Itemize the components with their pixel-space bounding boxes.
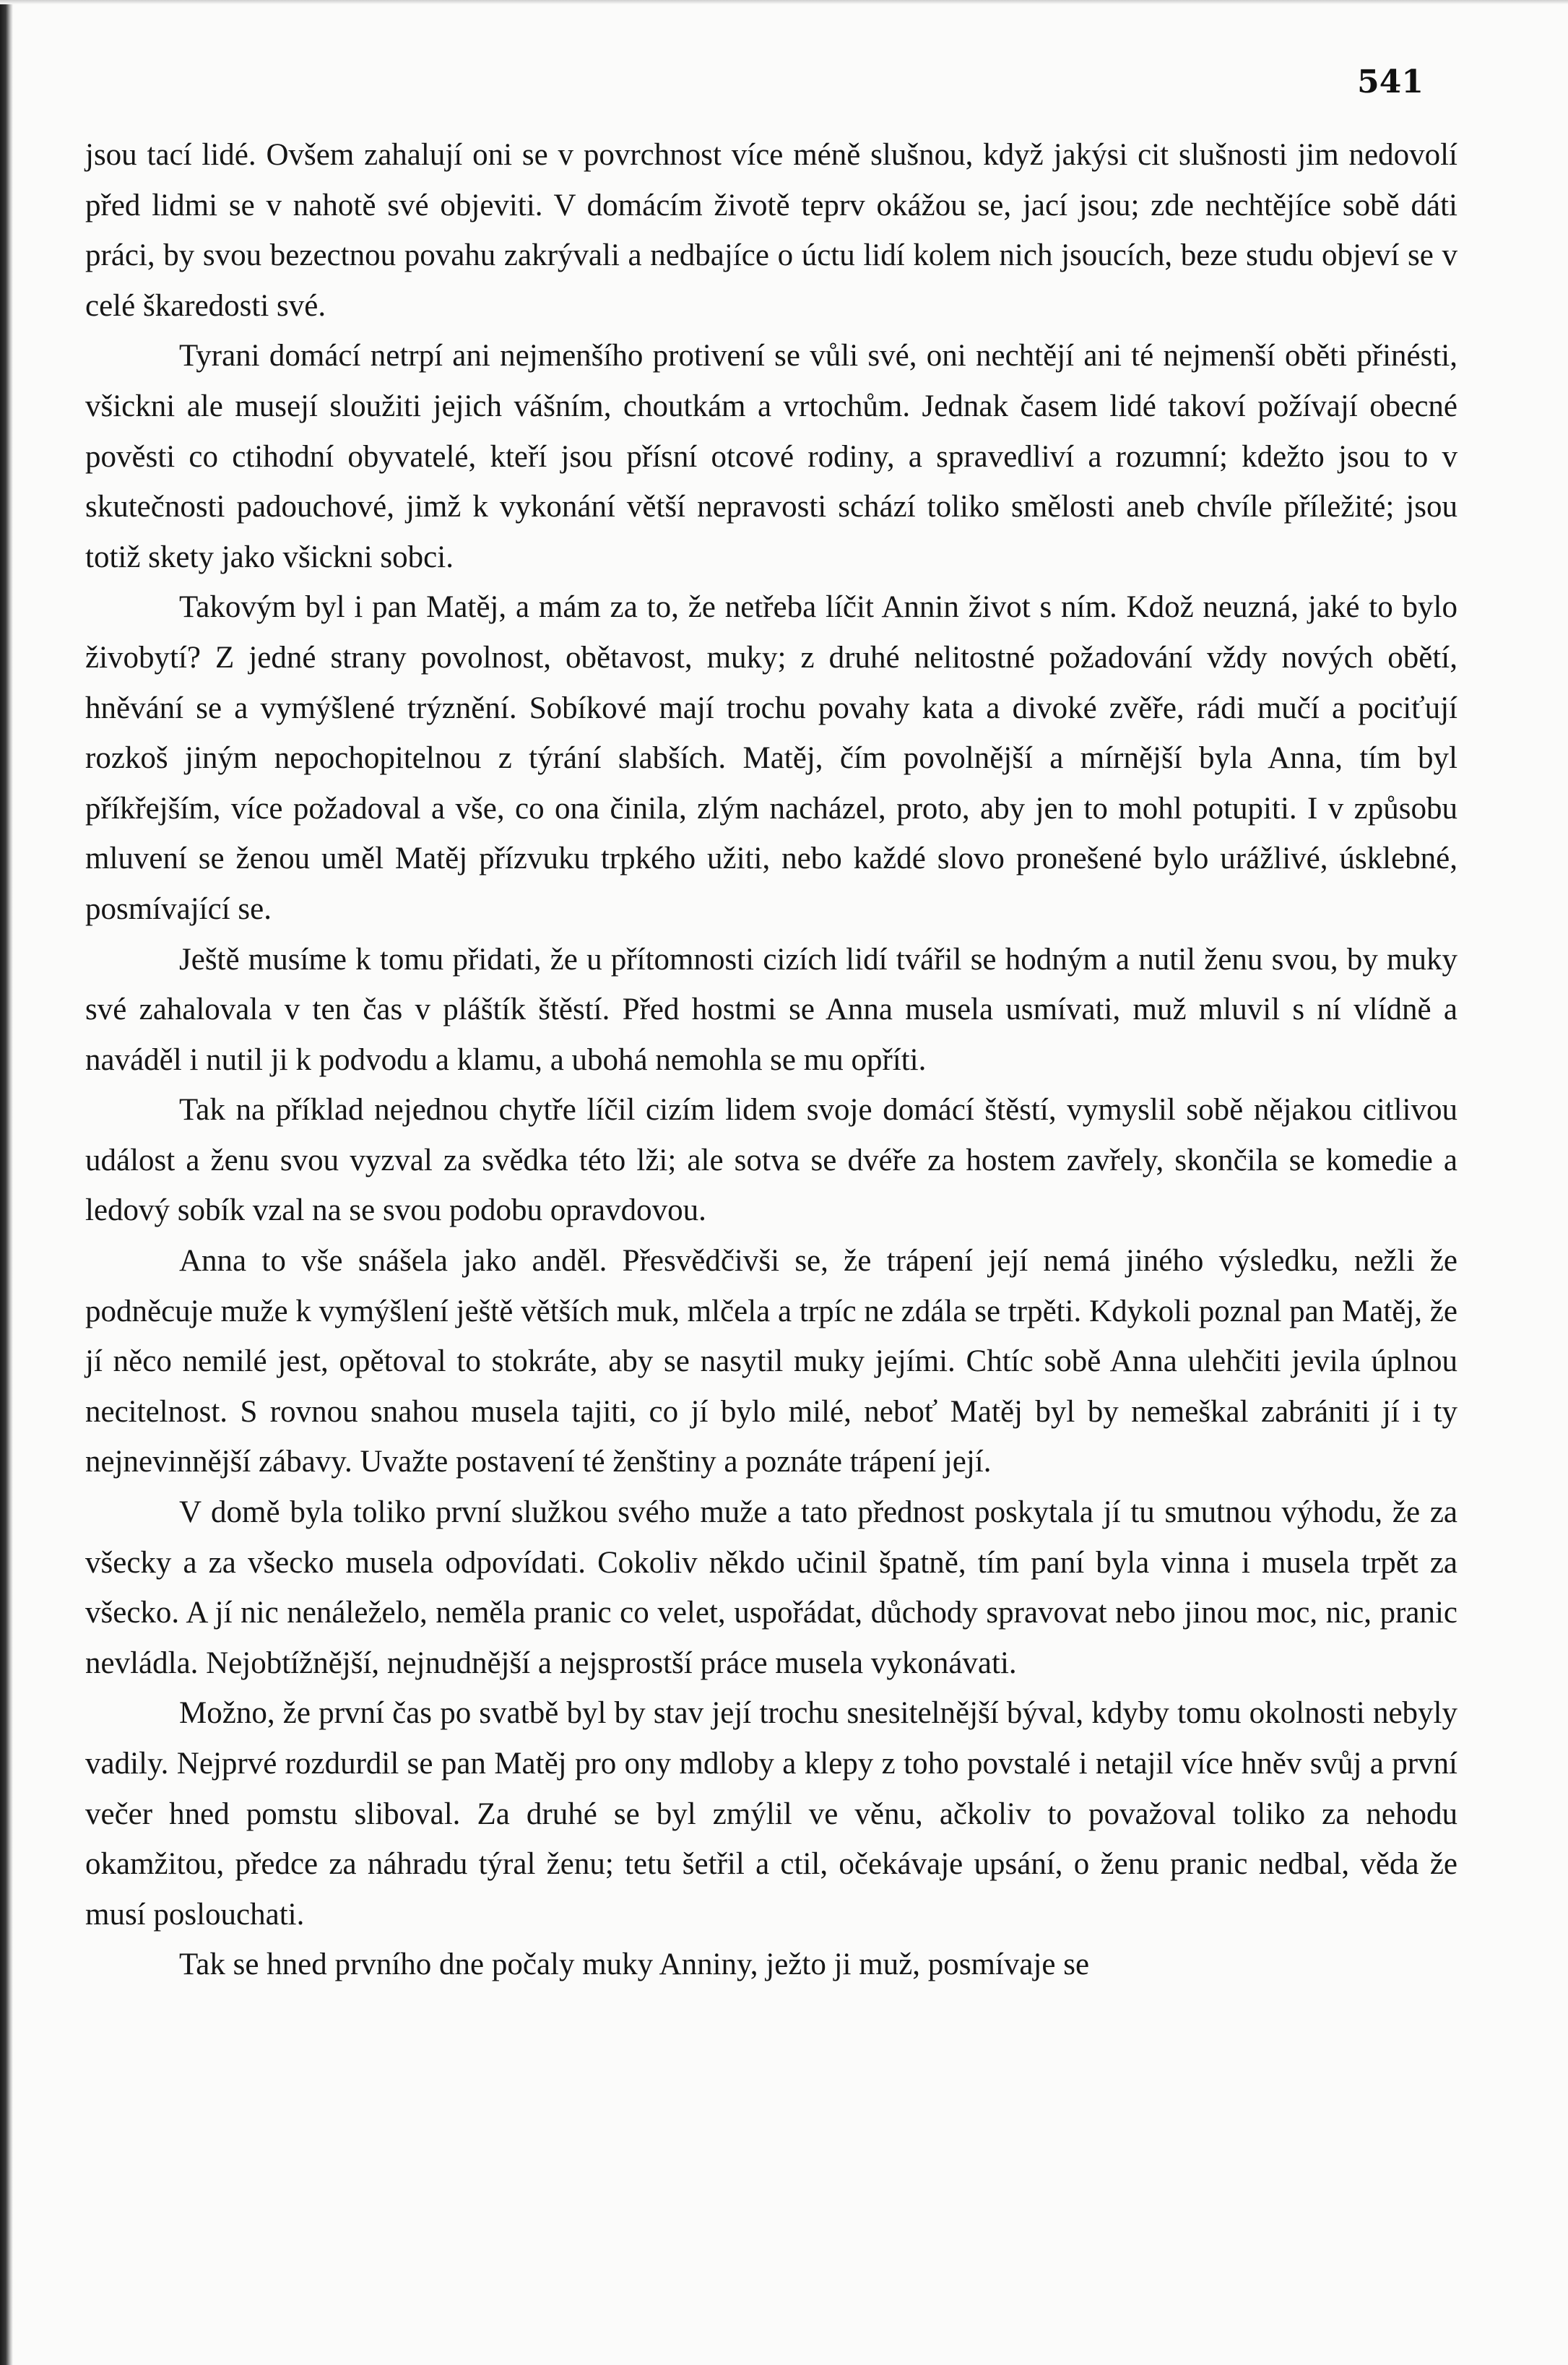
page-number: 541 [1357,64,1424,100]
paragraph-8: Možno, že první čas po svatbě byl by stav její trochu snesitelnější býval, kdyby tomu okolnosti nebyly vadily. Nejprvé rozdurdil se pan Matěj pro ony mdloby a klepy z toho povstalé i netajil více hněv svůj a první večer hned pomstu sliboval. Za druhé se byl zmýlil ve věnu, ačkoliv to považoval toliko za nehodu okamžitou, předce za náhradu týral ženu; tetu šetřil a ctil, očekávaje upsání, o ženu pranic nedbal, věda že musí poslouchati. [85,1696,1457,1932]
body-text [85,130,1457,1990]
paragraph-9: Tak se hned prvního dne počaly muky Anniny, ježto ji muž, posmívaje se [179,1947,1090,1982]
page-left-edge-shadow [0,0,13,2365]
paragraph-3: Takovým byl i pan Matěj, a mám za to, že netřeba líčit Annin život s ním. Kdož neuzná, jaké to bylo živobytí? Z jedné strany povolnost, obětavost, muky; z druhé nelitostné požadování vždy nových obětí, hněvání se a vymýšlené trýznění. Sobíkové mají trochu povahy kata a divoké zvěře, rádi mučí a pociťují rozkoš jiným nepochopitelnou z týrání slabších. Matěj, čím povolnější a mírnější byla Anna, tím byl příkřejším, více požadoval a vše, co ona činila, zlým nacházel, proto, aby jen to mohl potupiti. I v způsobu mluvení se ženou uměl Matěj přízvuku trpkého užiti, nebo každé slovo pronešené bylo urážlivé, úsklebné, posmívající se. [85,590,1457,926]
paragraph-7: V domě byla toliko první služkou svého muže a tato přednost poskytala jí tu smutnou výhodu, že za všecky a za všecko musela odpovídati. Cokoliv někdo učinil špatně, tím paní byla vinna i musela trpět za všecko. A jí nic nenáleželo, neměla pranic co velet, uspořádat, důchody spravovat nebo jinou moc, nic, pranic nevládla. Nejobtížnější, nejnudnější a nejsprostší práce musela vykonávati. [85,1495,1457,1680]
paragraph-2: Tyrani domácí netrpí ani nejmenšího protivení se vůli své, oni nechtějí ani té nejmenší oběti přinésti, všickni ale musejí sloužiti jejich vášním, choutkám a vrtochům. Jednak časem lidé takoví požívají obecné pověsti co ctihodní obyvatelé, kteří jsou přísní otcové rodiny, a spravedliví a rozumní; kdežto jsou to v skutečnosti padouchové, jimž k vykonání větší nepravosti schází toliko smělosti aneb chvíle příležité; jsou totiž skety jako všickni sobci. [85,339,1457,574]
paragraph-6: Anna to vše snášela jako anděl. Přesvědčivši se, že trápení její nemá jiného výsledku, nežli že podněcuje muže k vymýšlení ještě větších muk, mlčela a trpíc ne zdála se trpěti. Kdykoli poznal pan Matěj, že jí něco nemilé jest, opětoval to stokráte, aby se nasytil muky jejími. Chtíc sobě Anna ulehčiti jevila úplnou necitelnost. S rovnou snahou musela tajiti, co jí bylo milé, neboť Matěj byl by nemeškal zabrániti jí i ty nejnevinnější zábavy. Uvažte postavení té ženštiny a poznáte trápení její. [85,1244,1457,1479]
paragraph-4: Ještě musíme k tomu přidati, že u přítomnosti cizích lidí tvářil se hodným a nutil ženu svou, by muky své zahalovala v ten čas v pláštík štěstí. Před hostmi se Anna musela usmívati, muž mluvil s ní vlídně a naváděl i nutil ji k podvodu a klamu, a ubohá nemohla se mu opříti. [85,942,1457,1077]
paragraph-5: Tak na příklad nejednou chytře líčil cizím lidem svoje domácí štěstí, vymyslil sobě nějakou citlivou událost a ženu svou vyzval za svědka této lži; ale sotva se dvéře za hostem zavřely, skončila se komedie a ledový sobík vzal na se svou podobu opravdovou. [85,1093,1457,1228]
page-top-edge-shadow [0,0,1568,4]
paragraph-1: jsou tací lidé. Ovšem zahalují oni se v povrchnost více méně slušnou, když jakýsi cit slušnosti jim nedovolí před lidmi se v nahotě své objeviti. V domácím životě teprv okážou se, jací jsou; zde nechtějíce sobě dáti práci, by svou bezectnou povahu zakrývali a nedbajíce o úctu lidí kolem nich jsoucích, beze studu objeví se v celé škaredosti své. [85,138,1457,323]
